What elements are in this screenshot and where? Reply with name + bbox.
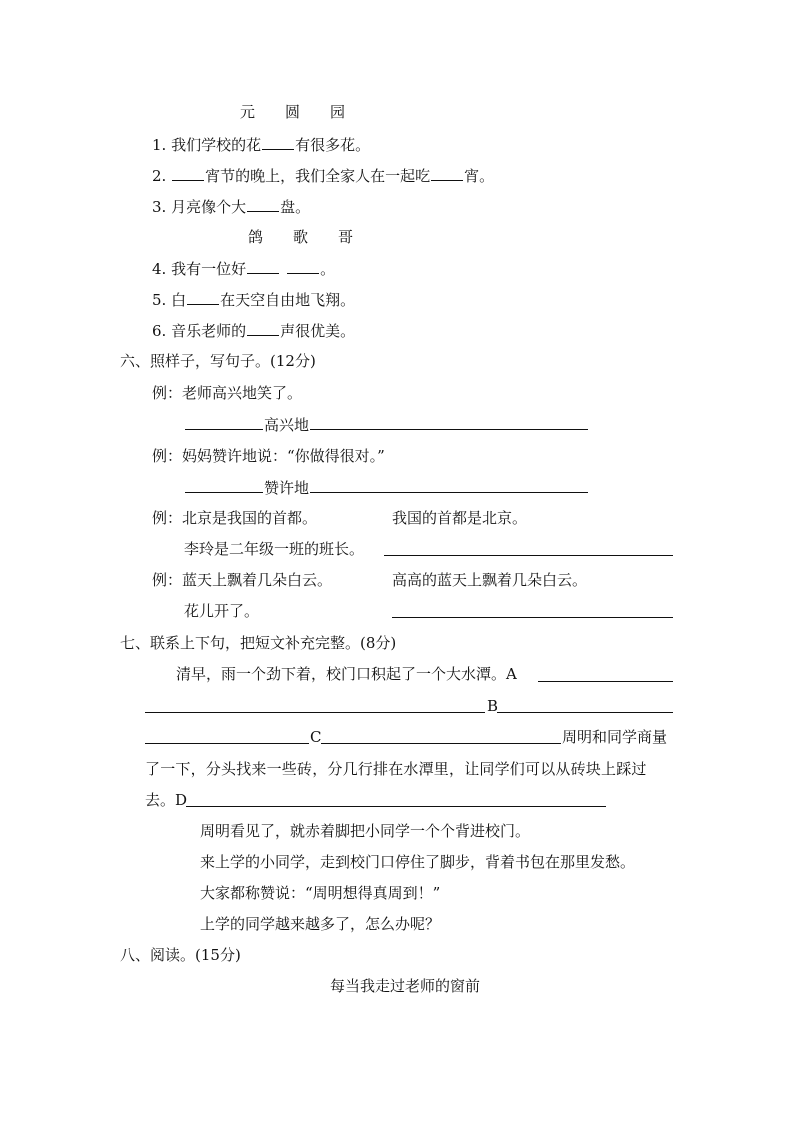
task-3: 李玲是二年级一班的班长。 bbox=[184, 540, 365, 558]
example-3-rewritten: 我国的首都是北京。 bbox=[392, 509, 528, 527]
section-8-title: 八、阅读。(15分) bbox=[120, 946, 241, 964]
question-2: 2. 宵节的晚上，我们全家人在一起吃 宵。 bbox=[152, 167, 495, 185]
blank-b[interactable] bbox=[497, 712, 673, 713]
word-option: 元 bbox=[240, 103, 256, 121]
word-option: 园 bbox=[330, 103, 346, 121]
answer-blank[interactable] bbox=[247, 196, 279, 212]
answer-blank[interactable] bbox=[172, 165, 204, 181]
option-sentence: 大家都称赞说：“周明想得真周到！” bbox=[200, 884, 441, 902]
blank-a[interactable] bbox=[538, 681, 673, 682]
word-option: 歌 bbox=[293, 228, 309, 246]
word-group-1 bbox=[240, 102, 345, 122]
option-sentence: 上学的同学越来越多了，怎么办呢？ bbox=[200, 915, 441, 933]
option-sentence: 周明看见了，就赤着脚把小同学一个个背进校门。 bbox=[200, 822, 531, 840]
word-option: 圆 bbox=[285, 103, 301, 121]
answer-blank[interactable] bbox=[187, 289, 219, 305]
question-1: 1. 我们学校的花 有很多花。 bbox=[152, 136, 371, 154]
section-6-title: 六、照样子，写句子。(12分) bbox=[120, 352, 316, 370]
answer-blank[interactable] bbox=[247, 320, 279, 336]
answer-blank[interactable] bbox=[431, 165, 463, 181]
answer-blank[interactable] bbox=[262, 134, 294, 150]
word-option: 哥 bbox=[338, 228, 354, 246]
question-6: 6. 音乐老师的 声很优美。 bbox=[152, 322, 356, 340]
mark-b: B bbox=[487, 697, 499, 715]
example-1: 例：老师高兴地笑了。 bbox=[152, 384, 303, 402]
word-option: 鸽 bbox=[248, 228, 264, 246]
blank-d[interactable] bbox=[186, 806, 606, 807]
example-4: 例：蓝天上飘着几朵白云。 bbox=[152, 571, 333, 589]
blank-a-cont[interactable] bbox=[145, 712, 485, 713]
answer-blank[interactable] bbox=[287, 258, 319, 274]
task-4: 花儿开了。 bbox=[184, 602, 260, 620]
blank-b-cont[interactable] bbox=[145, 743, 309, 744]
passage-title: 每当我走过老师的窗前 bbox=[330, 977, 481, 995]
blank-c[interactable] bbox=[321, 743, 561, 744]
answer-blank[interactable] bbox=[185, 477, 263, 493]
question-5: 5. 白 在天空自由地飞翔。 bbox=[152, 291, 356, 309]
section-7-title: 七、联系上下句，把短文补充完整。(8分) bbox=[120, 634, 397, 652]
example-4-rewritten: 高高的蓝天上飘着几朵白云。 bbox=[392, 571, 588, 589]
question-4: 4. 我有一位好 。 bbox=[152, 260, 336, 278]
answer-blank[interactable] bbox=[247, 258, 279, 274]
passage-line-3-tail: 周明和同学商量 bbox=[562, 728, 668, 746]
passage-line-5: 去。D bbox=[145, 791, 188, 809]
passage-line-1: 清早，雨一个劲下着，校门口积起了一个大水潭。A bbox=[176, 665, 517, 683]
option-sentence: 来上学的小同学，走到校门口停住了脚步，背着书包在那里发愁。 bbox=[200, 853, 636, 871]
mark-c: C bbox=[310, 728, 322, 746]
passage-line-4: 了一下，分头找来一些砖，分几行排在水潭里，让同学们可以从砖块上踩过 bbox=[145, 760, 647, 778]
example-3: 例：北京是我国的首都。 bbox=[152, 509, 318, 527]
answer-line-2: 赞许地 bbox=[184, 477, 589, 498]
answer-blank[interactable] bbox=[310, 414, 588, 430]
example-2: 例：妈妈赞许地说：“你做得很对。” bbox=[152, 447, 385, 465]
question-3: 3. 月亮像个大 盘。 bbox=[152, 198, 311, 216]
answer-blank[interactable] bbox=[185, 414, 263, 430]
answer-blank[interactable] bbox=[310, 477, 588, 493]
answer-blank[interactable] bbox=[392, 617, 673, 618]
answer-blank[interactable] bbox=[384, 555, 673, 556]
word-group-2 bbox=[248, 227, 353, 247]
answer-line-1: 高兴地 bbox=[184, 414, 589, 435]
